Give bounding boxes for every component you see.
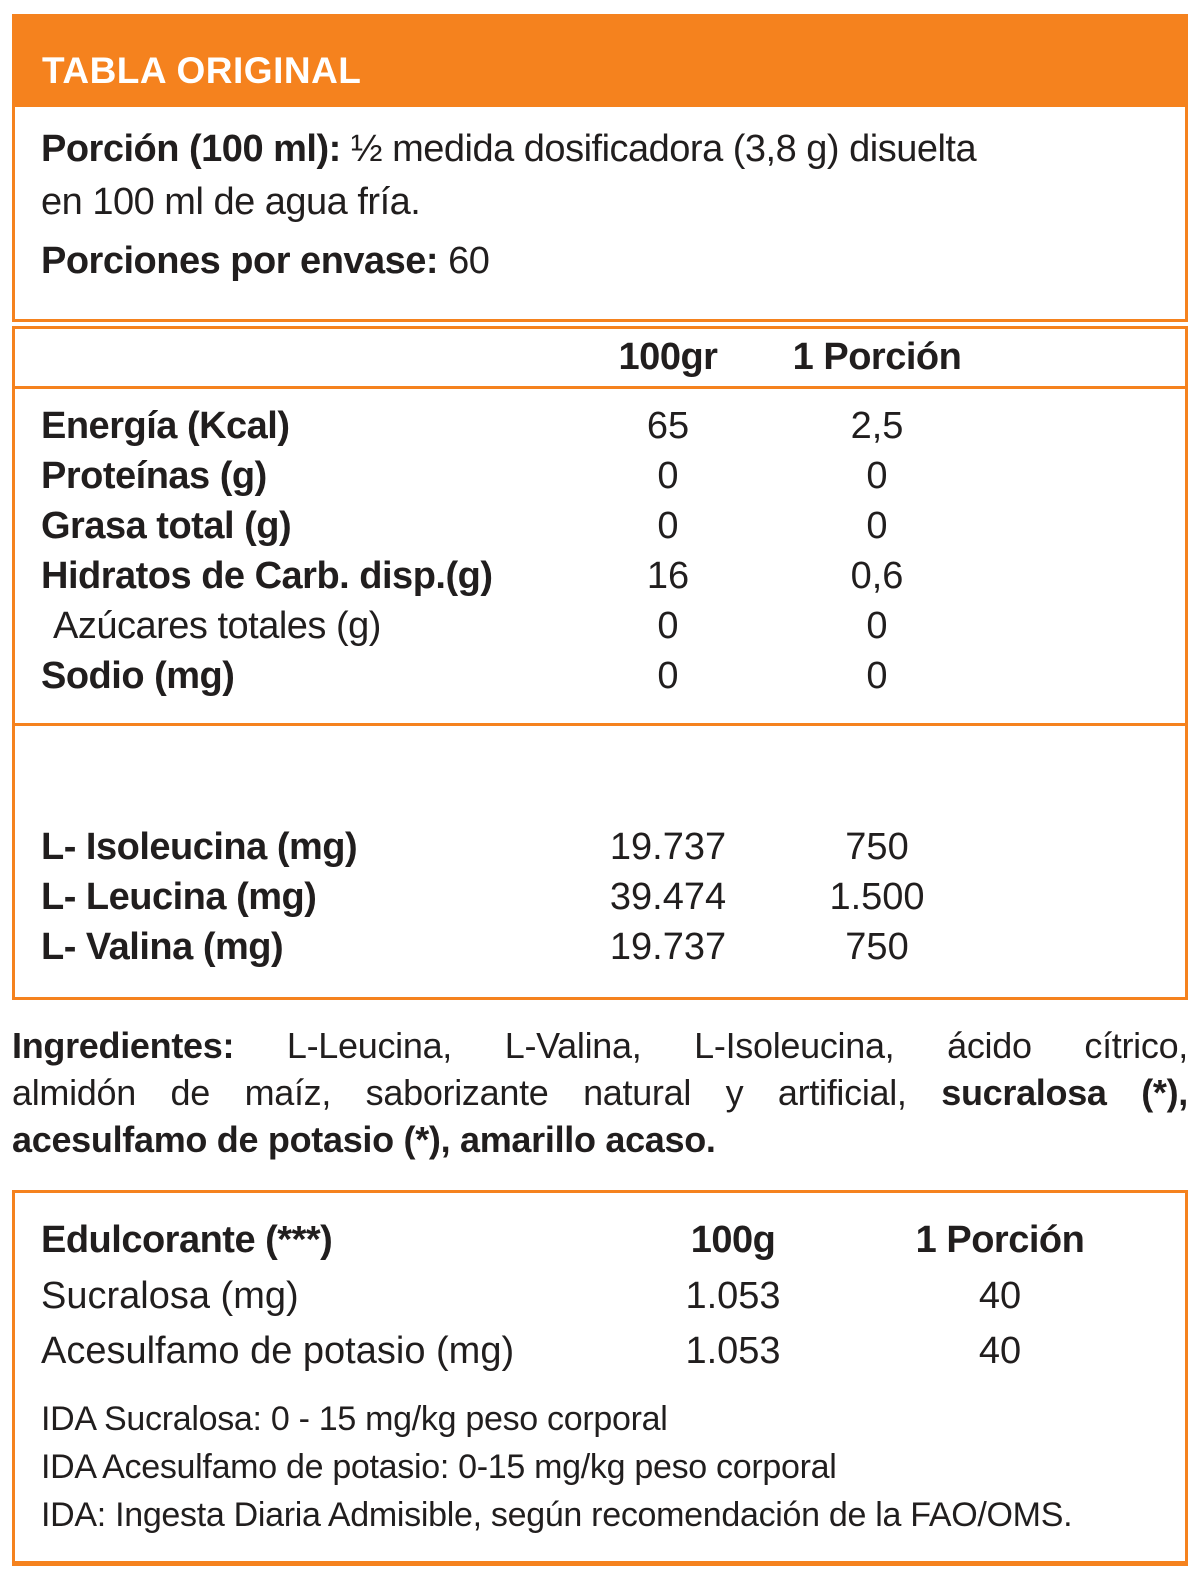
row-label: Proteínas (g) (41, 455, 267, 497)
row-value-portion: 2,5 (850, 405, 904, 447)
table-row-isoleucina (15, 822, 1185, 872)
nutrition-table (12, 326, 1188, 1000)
row-value-100g: 0 (657, 455, 679, 497)
row-label: Grasa total (g) (41, 505, 292, 547)
table-row-sucralosa (15, 1269, 1185, 1324)
row-value-100g: 16 (646, 555, 690, 597)
ida-notes (15, 1395, 1185, 1539)
ida-note-definition: IDA: Ingesta Diaria Admisible, según recomendación de la FAO/OMS. (41, 1496, 1073, 1534)
serving-info-box (12, 107, 1188, 322)
table-row-grasa-total (15, 501, 1185, 551)
nutrition-rows (15, 401, 1185, 701)
table-row-valina (15, 922, 1185, 972)
row-value-100g: 0 (657, 505, 679, 547)
row-value-portion: 0 (866, 505, 888, 547)
serving-size-label: Porción (100 ml): (41, 128, 341, 170)
row-value-100g: 0 (657, 655, 679, 697)
row-value-100g: 19.737 (609, 926, 727, 968)
row-value-100g: 1.053 (685, 1275, 781, 1317)
row-value-portion: 40 (978, 1330, 1022, 1372)
column-header-100g: 100g (690, 1219, 776, 1261)
row-value-portion: 750 (845, 926, 909, 968)
serving-size-text: ½ medida dosificadora (3,8 g) disuelta (350, 128, 977, 170)
row-value-portion: 0,6 (850, 555, 904, 597)
ida-note-sucralosa: IDA Sucralosa: 0 - 15 mg/kg peso corporal (41, 1400, 668, 1438)
row-label: Azúcares totales (g) (53, 605, 381, 647)
ingredients-label: Ingredientes: (12, 1025, 235, 1066)
table-row-energia (15, 401, 1185, 451)
row-value-100g: 0 (657, 605, 679, 647)
serving-size-line (41, 123, 1161, 176)
ida-note-acesulfamo: IDA Acesulfamo de potasio: 0-15 mg/kg peso corporal (41, 1448, 837, 1486)
table-row-leucina (15, 872, 1185, 922)
ingredients-paragraph (12, 1022, 1188, 1163)
row-label: Acesulfamo de potasio (mg) (41, 1330, 515, 1372)
row-value-portion: 0 (866, 455, 888, 497)
row-value-100g: 1.053 (685, 1330, 781, 1372)
row-label: Sodio (mg) (41, 655, 235, 697)
table-row-sodio (15, 651, 1185, 701)
ingredients-line-2 (12, 1069, 1188, 1116)
amino-acid-rows (15, 822, 1185, 972)
row-label: L- Valina (mg) (41, 926, 284, 968)
column-header-1porcion: 1 Porción (792, 336, 962, 378)
row-value-portion: 1.500 (829, 876, 925, 918)
column-header-100gr: 100gr (618, 336, 718, 378)
ingredients-text-1: L-Leucina, L-Valina, L-Isoleucina, ácido cítrico, (286, 1025, 1189, 1066)
column-header-1porcion: 1 Porción (915, 1219, 1085, 1261)
title-bar (12, 14, 1188, 107)
table-row-proteinas (15, 451, 1185, 501)
sweetener-title: Edulcorante (***) (41, 1219, 333, 1261)
table-section-divider (15, 723, 1185, 726)
ingredients-line-1 (12, 1022, 1188, 1069)
sweetener-table-header (15, 1211, 1185, 1269)
row-label: L- Isoleucina (mg) (41, 826, 358, 868)
ingredients-line-3: acesulfamo de potasio (*), amarillo acaso. (12, 1119, 716, 1160)
row-value-100g: 65 (646, 405, 690, 447)
ingredients-text-2: almidón de maíz, saborizante natural y artificial, (12, 1072, 907, 1113)
servings-per-container-label: Porciones por envase: (41, 240, 439, 282)
page-title: TABLA ORIGINAL (42, 49, 362, 91)
table-row-hidratos (15, 551, 1185, 601)
row-label: Energía (Kcal) (41, 405, 290, 447)
servings-per-container-value: 60 (448, 240, 490, 282)
row-label: Hidratos de Carb. disp.(g) (41, 555, 493, 597)
row-label: L- Leucina (mg) (41, 876, 317, 918)
table-row-acesulfamo (15, 1324, 1185, 1379)
servings-per-container-line (41, 235, 1161, 288)
nutrition-table-header (15, 329, 1185, 389)
row-value-portion: 0 (866, 655, 888, 697)
row-value-portion: 750 (845, 826, 909, 868)
row-value-portion: 40 (978, 1275, 1022, 1317)
serving-size-line2: en 100 ml de agua fría. (41, 181, 421, 223)
sweetener-table (12, 1190, 1188, 1566)
row-value-100g: 19.737 (609, 826, 727, 868)
row-value-portion: 0 (866, 605, 888, 647)
ingredients-bold-2: sucralosa (*), (941, 1072, 1189, 1113)
row-label: Sucralosa (mg) (41, 1275, 299, 1317)
table-row-azucares (15, 601, 1185, 651)
row-value-100g: 39.474 (609, 876, 727, 918)
